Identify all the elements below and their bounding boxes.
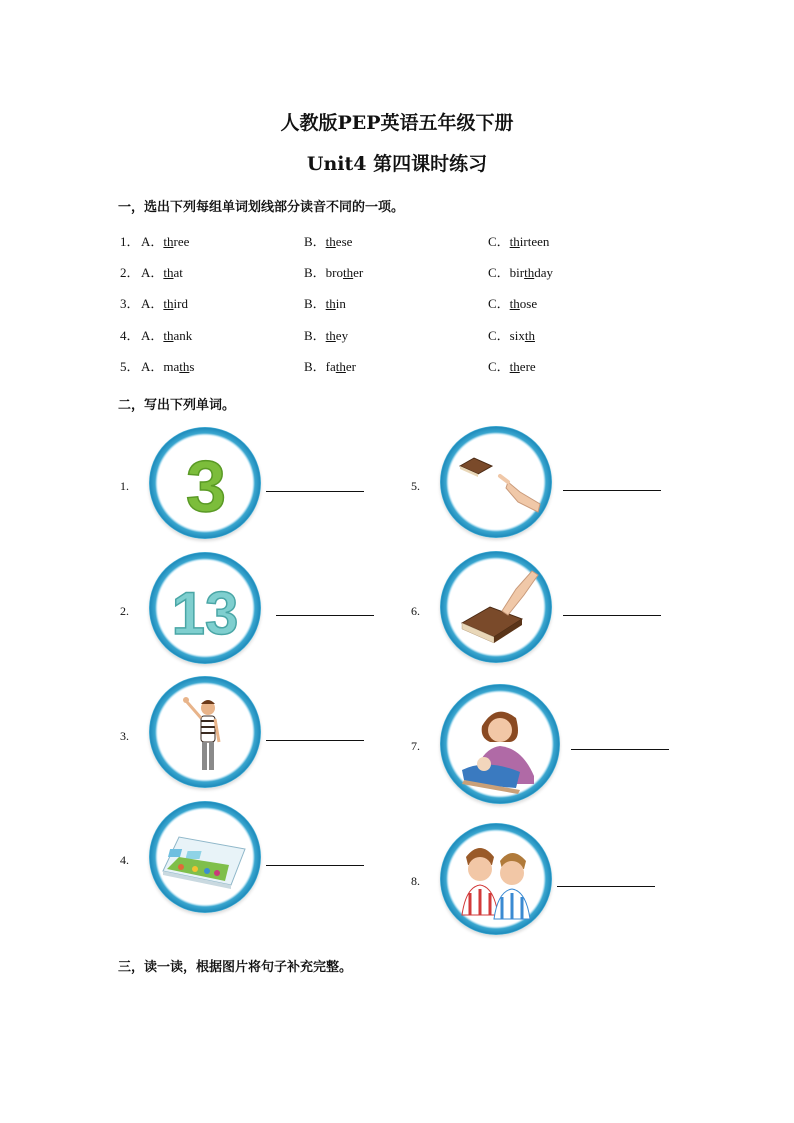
picture-question-number: 4. xyxy=(120,853,129,867)
question-row-3 xyxy=(120,293,720,313)
option-b[interactable]: B．these xyxy=(304,234,353,249)
answer-blank-2[interactable] xyxy=(276,615,374,616)
page-subtitle: Unit4 第四课时练习 xyxy=(306,153,488,175)
answer-blank-5[interactable] xyxy=(563,490,661,491)
option-c[interactable]: C．thirteen xyxy=(488,234,550,249)
question-number: 4． xyxy=(120,328,140,343)
question-row-5 xyxy=(120,356,720,376)
question-row-2 xyxy=(120,262,720,282)
option-a[interactable]: A．maths xyxy=(141,359,195,374)
option-a[interactable]: A．thank xyxy=(141,328,193,343)
answer-blank-4[interactable] xyxy=(266,865,364,866)
hand-on-book-picture xyxy=(440,551,552,663)
maths-book-picture xyxy=(149,801,261,913)
picture-question-number: 1. xyxy=(120,479,129,493)
answer-blank-3[interactable] xyxy=(266,740,364,741)
answer-blank-7[interactable] xyxy=(571,749,669,750)
page-title: 人教版PEP英语五年级下册 xyxy=(280,112,514,134)
number-three-text: 3 xyxy=(185,447,227,527)
section1-heading: 一，选出下列每组单词划线部分读音不同的一项。 xyxy=(118,200,405,215)
book-pointing-picture xyxy=(440,426,552,538)
number-three-picture xyxy=(149,427,261,539)
question-number: 2． xyxy=(120,265,140,280)
option-a[interactable]: A．third xyxy=(141,296,188,311)
option-c[interactable]: C．birthday xyxy=(488,265,554,280)
picture-question-number: 3. xyxy=(120,729,129,743)
option-b[interactable]: B．brother xyxy=(304,265,364,280)
option-b[interactable]: B．father xyxy=(304,359,357,374)
picture-question-number: 7. xyxy=(411,739,420,753)
option-b[interactable]: B．they xyxy=(304,328,349,343)
answer-blank-8[interactable] xyxy=(557,886,655,887)
option-c[interactable]: C．those xyxy=(488,296,538,311)
picture-question-number: 6. xyxy=(411,604,420,618)
answer-blank-6[interactable] xyxy=(563,615,661,616)
section3-heading: 三，读一读，根据图片将句子补充完整。 xyxy=(118,960,353,975)
picture-question-number: 5. xyxy=(411,479,420,493)
option-a[interactable]: A．three xyxy=(141,234,190,249)
picture-question-number: 2. xyxy=(120,604,129,618)
picture-question-number: 8. xyxy=(411,874,420,888)
question-number: 5． xyxy=(120,359,140,374)
thin-man-picture xyxy=(149,676,261,788)
number-thirteen-picture xyxy=(149,552,261,664)
option-c[interactable]: C．there xyxy=(488,359,536,374)
section2-heading: 二，写出下列单词。 xyxy=(118,398,236,413)
mother-baby-picture xyxy=(440,684,560,804)
two-boys-picture xyxy=(440,823,552,935)
question-row-4 xyxy=(120,325,720,345)
question-number: 1． xyxy=(120,234,140,249)
option-c[interactable]: C．sixth xyxy=(488,328,535,343)
option-b[interactable]: B．thin xyxy=(304,296,346,311)
answer-blank-1[interactable] xyxy=(266,491,364,492)
question-row-1 xyxy=(120,231,720,251)
number-thirteen-text: 13 xyxy=(171,580,239,647)
question-number: 3． xyxy=(120,296,140,311)
option-a[interactable]: A．that xyxy=(141,265,183,280)
